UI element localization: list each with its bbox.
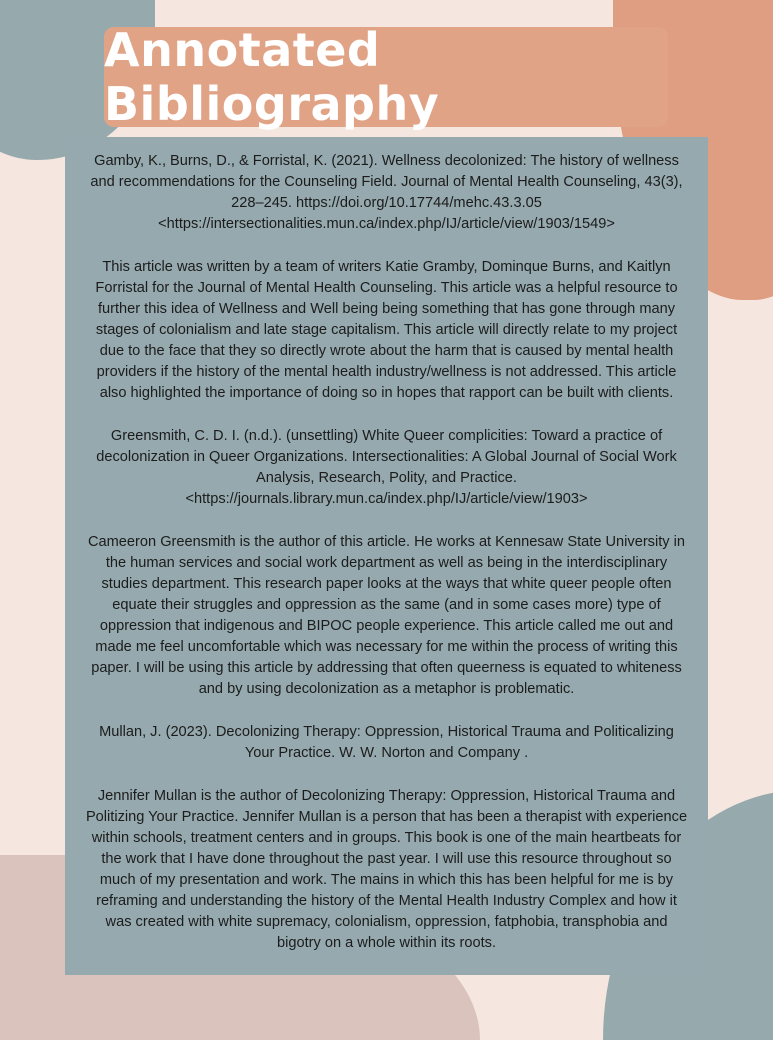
text-line: Analysis, Research, Polity, and Practice. — [256, 470, 517, 486]
text-line: much of my presentation and work. The mains in which this has been helpful for me is by — [99, 872, 674, 888]
annotation-gamby — [69, 257, 704, 404]
text-line: studies department. This research paper looks at the ways that white queer people often — [101, 576, 672, 592]
text-line: due to the face that they so directly wrote about the harm that is caused by mental health — [99, 343, 674, 359]
text-line: Politizing Your Practice. Jennifer Mullan is a person that has been a therapist with experience — [85, 809, 688, 825]
text-line: 228–245. https://doi.org/10.17744/mehc.43.3.05 — [231, 195, 542, 211]
text-line: Cameeron Greensmith is the author of this article. He works at Kennesaw State University in — [88, 534, 685, 550]
annotation-greensmith — [69, 532, 704, 700]
text-line: oppression that indigenous and BIPOC people experience. This article called me out and — [99, 618, 674, 634]
text-line: decolonization in Queer Organizations. Intersectionalities: A Global Journal of Social Work — [96, 449, 677, 465]
text-line: This article was written by a team of writers Katie Gramby, Dominque Burns, and Kaitlyn — [102, 259, 671, 275]
text-line: Your Practice. W. W. Norton and Company . — [244, 745, 529, 761]
text-line: and by using decolonization as a metaphor is problematic. — [198, 681, 575, 697]
text-line: was created with white supremacy, colonialism, oppression, fatphobia, transphobia and — [105, 914, 668, 930]
text-line: Greensmith, C. D. I. (n.d.). (unsettling) White Queer complicities: Toward a practice of — [110, 428, 663, 444]
text-line: equate their struggles and oppression as the same (and in some cases more) type of — [112, 597, 661, 613]
text-line: the work that I have done throughout the past year. I will use this resource throughout so — [101, 851, 672, 867]
citation-greensmith — [69, 426, 704, 510]
text-line: <https://intersectionalities.mun.ca/index.php/IJ/article/view/1903/1549> — [158, 216, 615, 232]
text-line: the human services and social work department as well as being in the interdisciplinary — [105, 555, 668, 571]
text-line: Forristal for the Journal of Mental Health Counseling. This article was a helpful resource to — [95, 280, 678, 296]
text-line: within schools, treatment centers and in groups. This book is one of the main heartbeats for — [91, 830, 682, 846]
citation-mullan — [69, 722, 704, 764]
text-line: also highlighted the importance of doing so in hopes that rapport can be built with clients. — [99, 385, 674, 401]
text-line: <https://journals.library.mun.ca/index.php/IJ/article/view/1903> — [185, 491, 588, 507]
citation-gamby — [69, 151, 704, 235]
text-line: made me feel uncomfortable which was necessary for me within the process of writing this — [95, 639, 678, 655]
text-line: stages of colonialism and late stage capitalism. This article will directly relate to my project — [95, 322, 678, 338]
text-line: Gamby, K., Burns, D., & Forristal, K. (2021). Wellness decolonized: The history of wellness — [94, 153, 679, 169]
page-title: Annotated Bibliography — [104, 23, 440, 131]
text-line: providers if the history of the mental health industry/wellness is not addressed. This article — [96, 364, 677, 380]
text-line: Jennifer Mullan is the author of Decolonizing Therapy: Oppression, Historical Trauma and — [97, 788, 676, 804]
text-line: paper. I will be using this article by addressing that often queerness is equated to whiteness — [91, 660, 682, 676]
annotation-mullan — [69, 786, 704, 954]
text-line: bigotry on a whole within its roots. — [276, 935, 496, 951]
title-banner — [104, 23, 668, 131]
text-line: reframing and understanding the history of the Mental Health Industry Complex and how it — [96, 893, 677, 909]
text-line: further this idea of Wellness and Well being being something that has gone through many — [97, 301, 676, 317]
bibliography-panel — [65, 137, 708, 975]
text-line: and recommendations for the Counseling Field. Journal of Mental Health Counseling, 43(3), — [90, 174, 683, 190]
text-line: Mullan, J. (2023). Decolonizing Therapy: Oppression, Historical Trauma and Politicalizing — [99, 724, 674, 740]
